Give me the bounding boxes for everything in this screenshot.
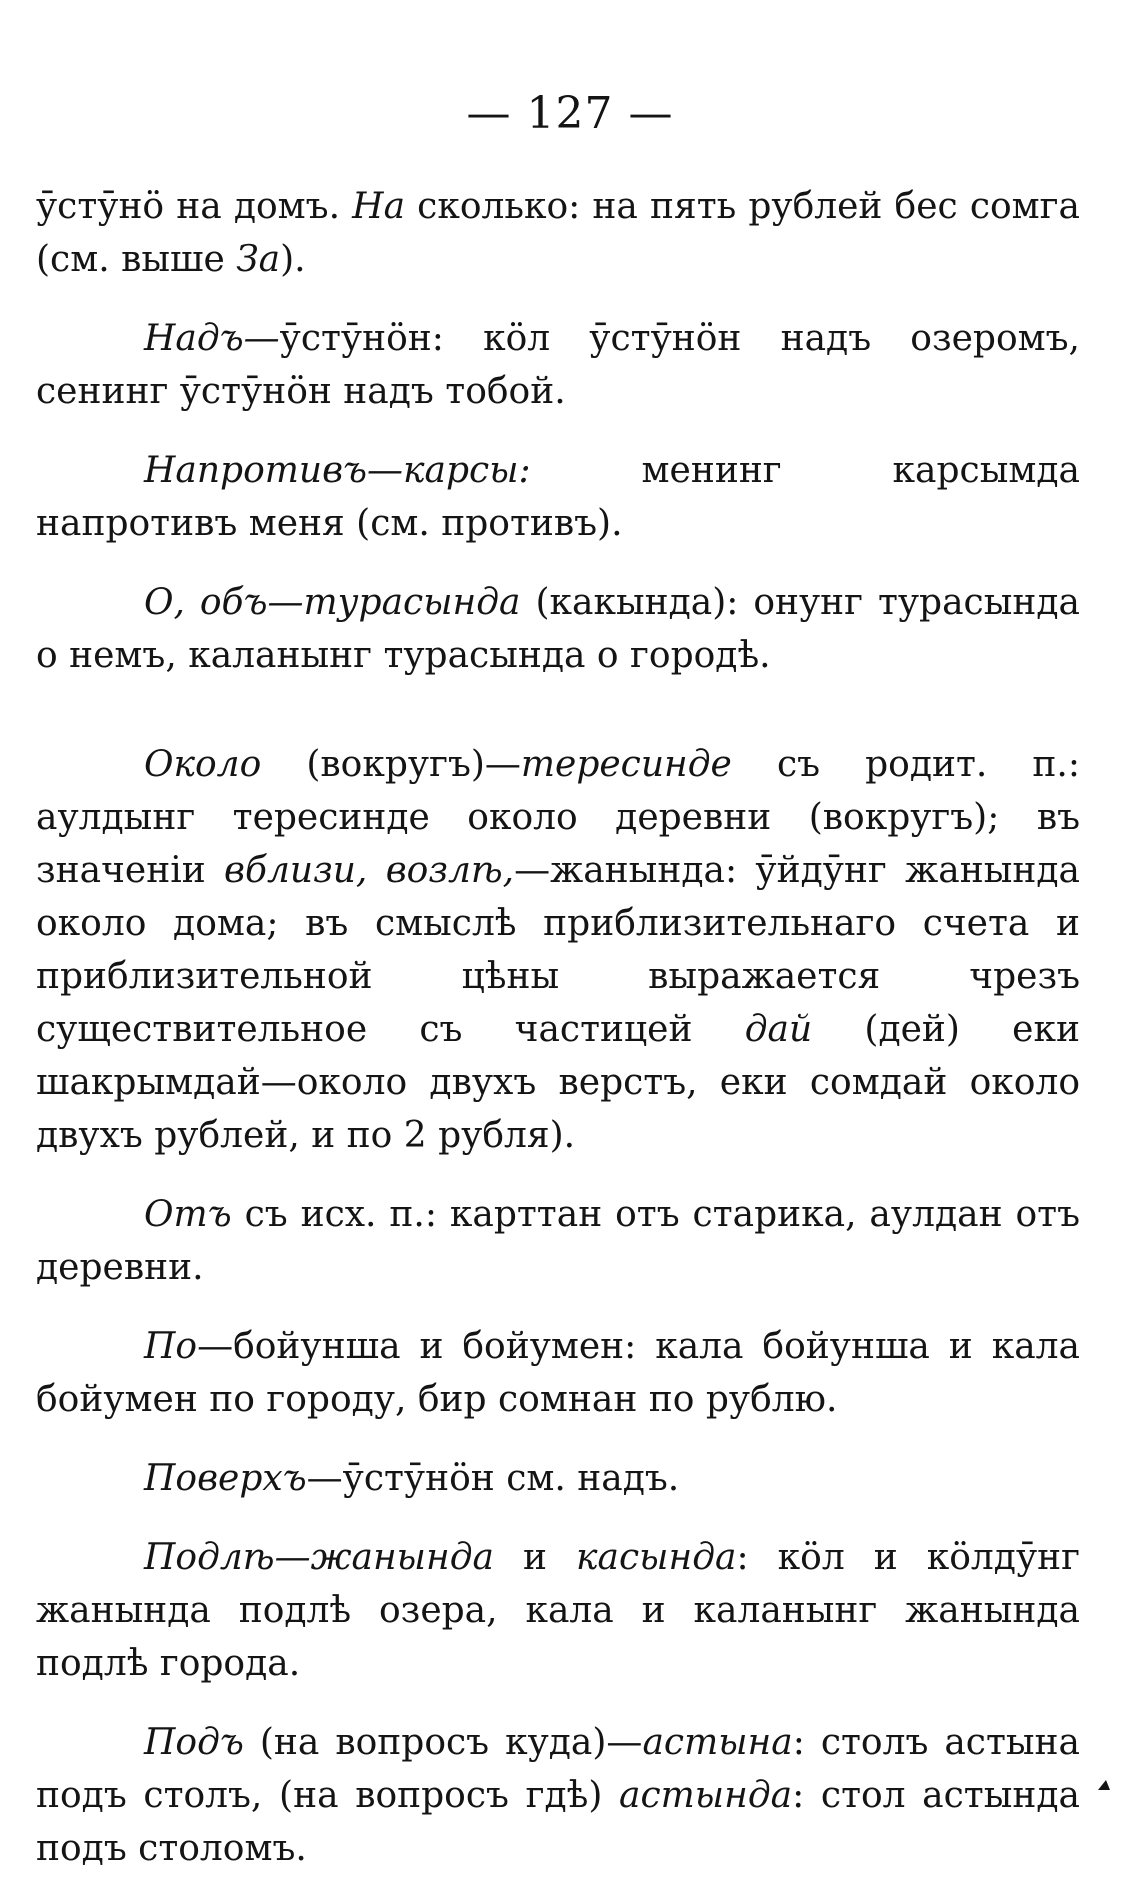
entry-headword: Подъ — [144, 1722, 244, 1763]
entry-text: : столъ астына подъ столъ, (на вопросъ гдѣ) — [36, 1722, 1080, 1816]
entry-text: съ исх. п.: карттан отъ старика, аулдан отъ деревни. — [36, 1194, 1080, 1288]
corner-mark-icon — [1098, 1780, 1110, 1790]
entry-naprotiv — [36, 444, 1080, 550]
entry-text: —бойунша и бойумен: кала бойунша и кала бойумен по городу, бир сомнан по рублю. — [36, 1326, 1080, 1420]
entry-translation: касында — [576, 1537, 737, 1578]
entry-text: : стол астында подъ столомъ. — [36, 1775, 1080, 1869]
entry-text: (какында): онунг турасында о немъ, каланынг турасында о городѣ. — [36, 582, 1080, 676]
entry-text: (дей) еки шакрымдай—около двухъ верстъ, еки сомдай около двухъ рублей, и по 2 рубля). — [36, 1009, 1080, 1156]
entry-cross-reference: За — [236, 239, 281, 280]
entry-po — [36, 1320, 1080, 1426]
entry-headword: Надъ— — [144, 318, 280, 359]
entry-headword: На — [352, 186, 406, 227]
entry-headword: Напротивъ—карсы: — [144, 450, 531, 491]
page-number: — 127 — — [466, 88, 674, 139]
entry-nad — [36, 312, 1080, 418]
dictionary-body — [36, 180, 1080, 1901]
entry-translation: астында — [619, 1775, 793, 1816]
entry-text: сколько: на пять рублей бес сомга (см. выше — [36, 186, 1080, 280]
entry-text: ). — [280, 239, 306, 280]
entry-translation: астына — [642, 1722, 793, 1763]
entry-text: (вокругъ)— — [261, 744, 521, 785]
entry-continuation — [36, 180, 1080, 286]
entry-text: съ родит. п.: аулдынг тересинде около деревни (вокругъ); въ значенiи — [36, 744, 1080, 891]
entry-headword: По — [144, 1326, 198, 1367]
entry-okolo — [36, 738, 1080, 1162]
entry-particle: дай — [744, 1009, 813, 1050]
entry-poverkh — [36, 1452, 1080, 1505]
entry-text: ӯстӯнӧн: кӧл ӯстӯнӧн надъ озеромъ, сенинг ӯстӯнӧн надъ тобой. — [36, 318, 1080, 412]
entry-text: и — [493, 1537, 577, 1578]
entry-ot — [36, 1188, 1080, 1294]
entry-headword: О, объ—турасында — [144, 582, 521, 623]
entry-o — [36, 576, 1080, 682]
entry-text: ӯстӯнӧ на домъ. — [36, 186, 353, 227]
entry-headword: Отъ — [144, 1194, 232, 1235]
entry-synonym: вблизи, возлѣ, — [224, 850, 515, 891]
entry-headword: Около — [144, 744, 262, 785]
entry-text: (на вопросъ куда)— — [243, 1722, 643, 1763]
entry-headword: Поверхъ — [144, 1458, 307, 1499]
entry-text: : кӧл и кӧлдӯнг жанында подлѣ озера, кала и каланынг жанында подлѣ города. — [36, 1537, 1080, 1684]
entry-translation: тересинде — [520, 744, 732, 785]
entry-headword: Подлѣ—жанында — [144, 1537, 494, 1578]
entry-podle — [36, 1531, 1080, 1690]
entry-pod — [36, 1716, 1080, 1875]
entry-text: менинг карсымда напротивъ меня (см. противъ). — [36, 450, 1080, 544]
entry-text: —ӯстӯнӧн см. надъ. — [306, 1458, 680, 1499]
entry-text: —жанында: ӯйдӯнг жанында около дома; въ смыслѣ приблизительнаго счета и приблизительной цѣны выражается чрезъ существительное съ частицей — [36, 850, 1080, 1050]
